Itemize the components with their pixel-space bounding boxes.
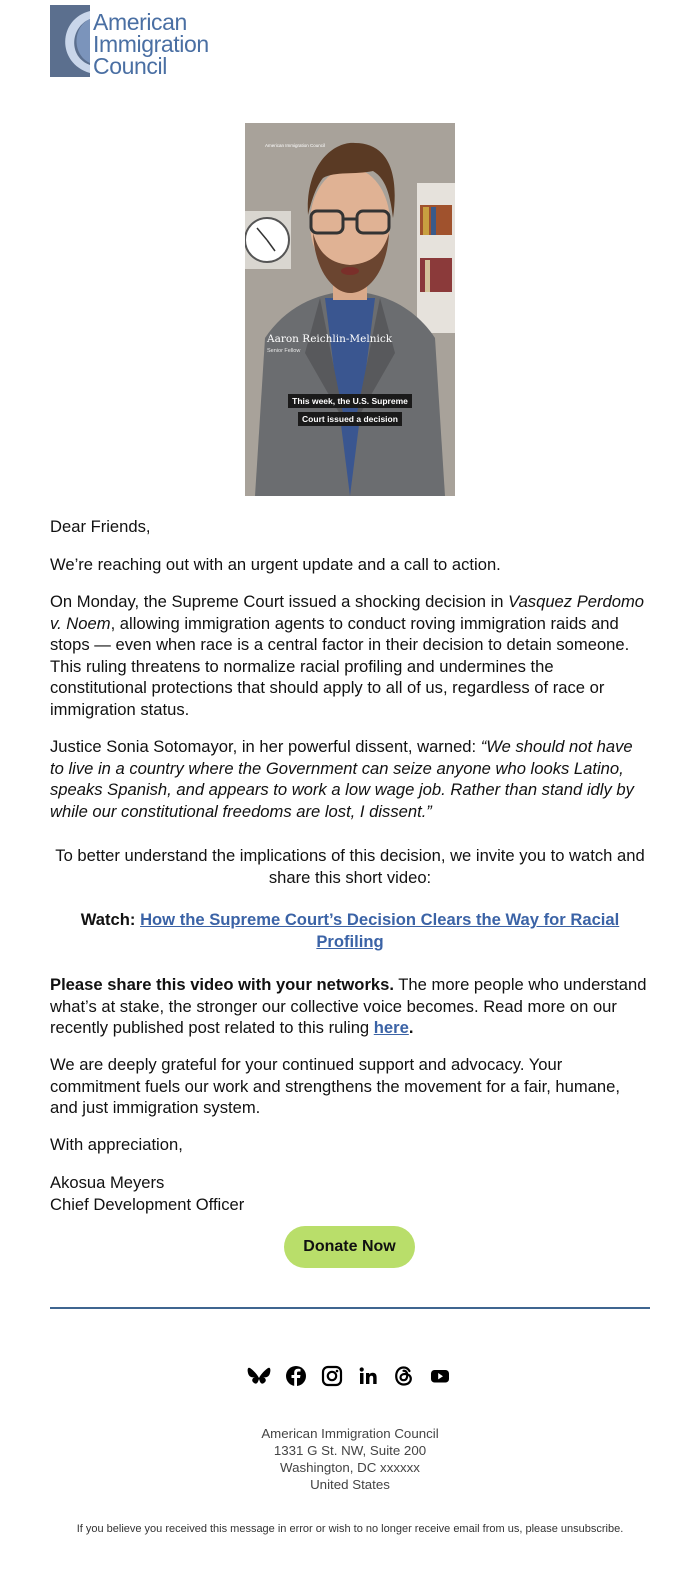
share-callout: Please share this video with your networks. bbox=[50, 975, 394, 994]
video-caption: This week, the U.S. Supreme Court issued a decision bbox=[245, 391, 455, 427]
gratitude-paragraph: We are deeply grateful for your continued support and advocacy. Your commitment fuels our work and strengthens the movement for a fair, humane, and just immigration system. bbox=[50, 1055, 620, 1117]
logo-wordmark: American Immigration Council bbox=[93, 9, 209, 79]
mailing-address bbox=[50, 1425, 650, 1493]
donate-button[interactable]: Donate Now bbox=[284, 1226, 415, 1268]
video-link[interactable]: How the Supreme Court’s Decision Clears the Way for Racial Profiling bbox=[140, 910, 620, 951]
linkedin-icon[interactable] bbox=[355, 1362, 381, 1390]
dissent-quote: “We should not have to live in a country where the Government can seize anyone who looks Latino, speaks Spanish, and appears to work a low wage job. Rather than stand idly by while our constitutional freedoms are lost, I dissent.” bbox=[50, 737, 634, 821]
facebook-icon[interactable] bbox=[283, 1362, 309, 1390]
unsubscribe-notice: If you believe you received this message in error or wish to no longer receive email from us, please unsubscribe. bbox=[76, 1523, 624, 1535]
share-paragraph: Please share this video with your networks. The more people who understand what’s at stake, the stronger our collective voice becomes. Read more on our recently published post related to this ruling here. bbox=[50, 975, 647, 1037]
greeting: Dear Friends, bbox=[50, 517, 151, 536]
speaker-name: Aaron Reichlin-Melnick bbox=[267, 333, 393, 345]
signer-title: Chief Development Officer bbox=[50, 1194, 245, 1214]
news-paragraph: On Monday, the Supreme Court issued a shocking decision in Vasquez Perdomo v. Noem, allowing immigration agents to conduct roving immigration raids and stops — even when race is a central factor in their decision to detain someone. This ruling threatens to normalize racial profiling and undermines the constitutional protections that should apply to all of us, regardless of race or immigration status. bbox=[50, 592, 645, 719]
video-frame-image bbox=[245, 123, 455, 496]
logo-swoosh-icon bbox=[50, 5, 90, 77]
watch-label: Watch: bbox=[80, 910, 136, 929]
signer-name: Akosua Meyers bbox=[50, 1173, 165, 1192]
youtube-icon[interactable] bbox=[427, 1362, 453, 1390]
address-org: American Immigration Council bbox=[261, 1426, 439, 1441]
instagram-icon[interactable] bbox=[319, 1362, 345, 1390]
speaker-title: Senior Fellow bbox=[267, 348, 301, 354]
organization-logo[interactable] bbox=[50, 5, 220, 79]
footer-divider bbox=[50, 1307, 650, 1309]
invite-paragraph: To better understand the implications of this decision, we invite you to watch and share this short video: bbox=[55, 846, 645, 887]
address-street: 1331 G St. NW, Suite 200 bbox=[273, 1443, 427, 1458]
threads-icon[interactable] bbox=[391, 1362, 417, 1390]
closing: With appreciation, bbox=[50, 1135, 183, 1154]
watch-paragraph bbox=[50, 909, 650, 952]
case-name: Vasquez Perdomo v. Noem bbox=[50, 592, 645, 633]
quote-paragraph: Justice Sonia Sotomayor, in her powerful dissent, warned: “We should not have to live in a country where the Government can seize anyone who looks Latino, speaks Spanish, and appears to work a low wage job. Rather than stand idly by while our constitutional freedoms are lost, I dissent.” bbox=[50, 737, 634, 821]
address-country: United States bbox=[310, 1477, 390, 1492]
post-link[interactable]: here bbox=[373, 1018, 409, 1037]
intro-paragraph: We’re reaching out with an urgent update and a call to action. bbox=[50, 555, 501, 574]
video-thumbnail[interactable] bbox=[245, 123, 455, 496]
signature bbox=[50, 1172, 650, 1215]
address-city: Washington, DC xxxxxx bbox=[280, 1460, 420, 1475]
video-watermark: American Immigration Council bbox=[265, 143, 326, 148]
bluesky-icon[interactable] bbox=[246, 1362, 272, 1390]
